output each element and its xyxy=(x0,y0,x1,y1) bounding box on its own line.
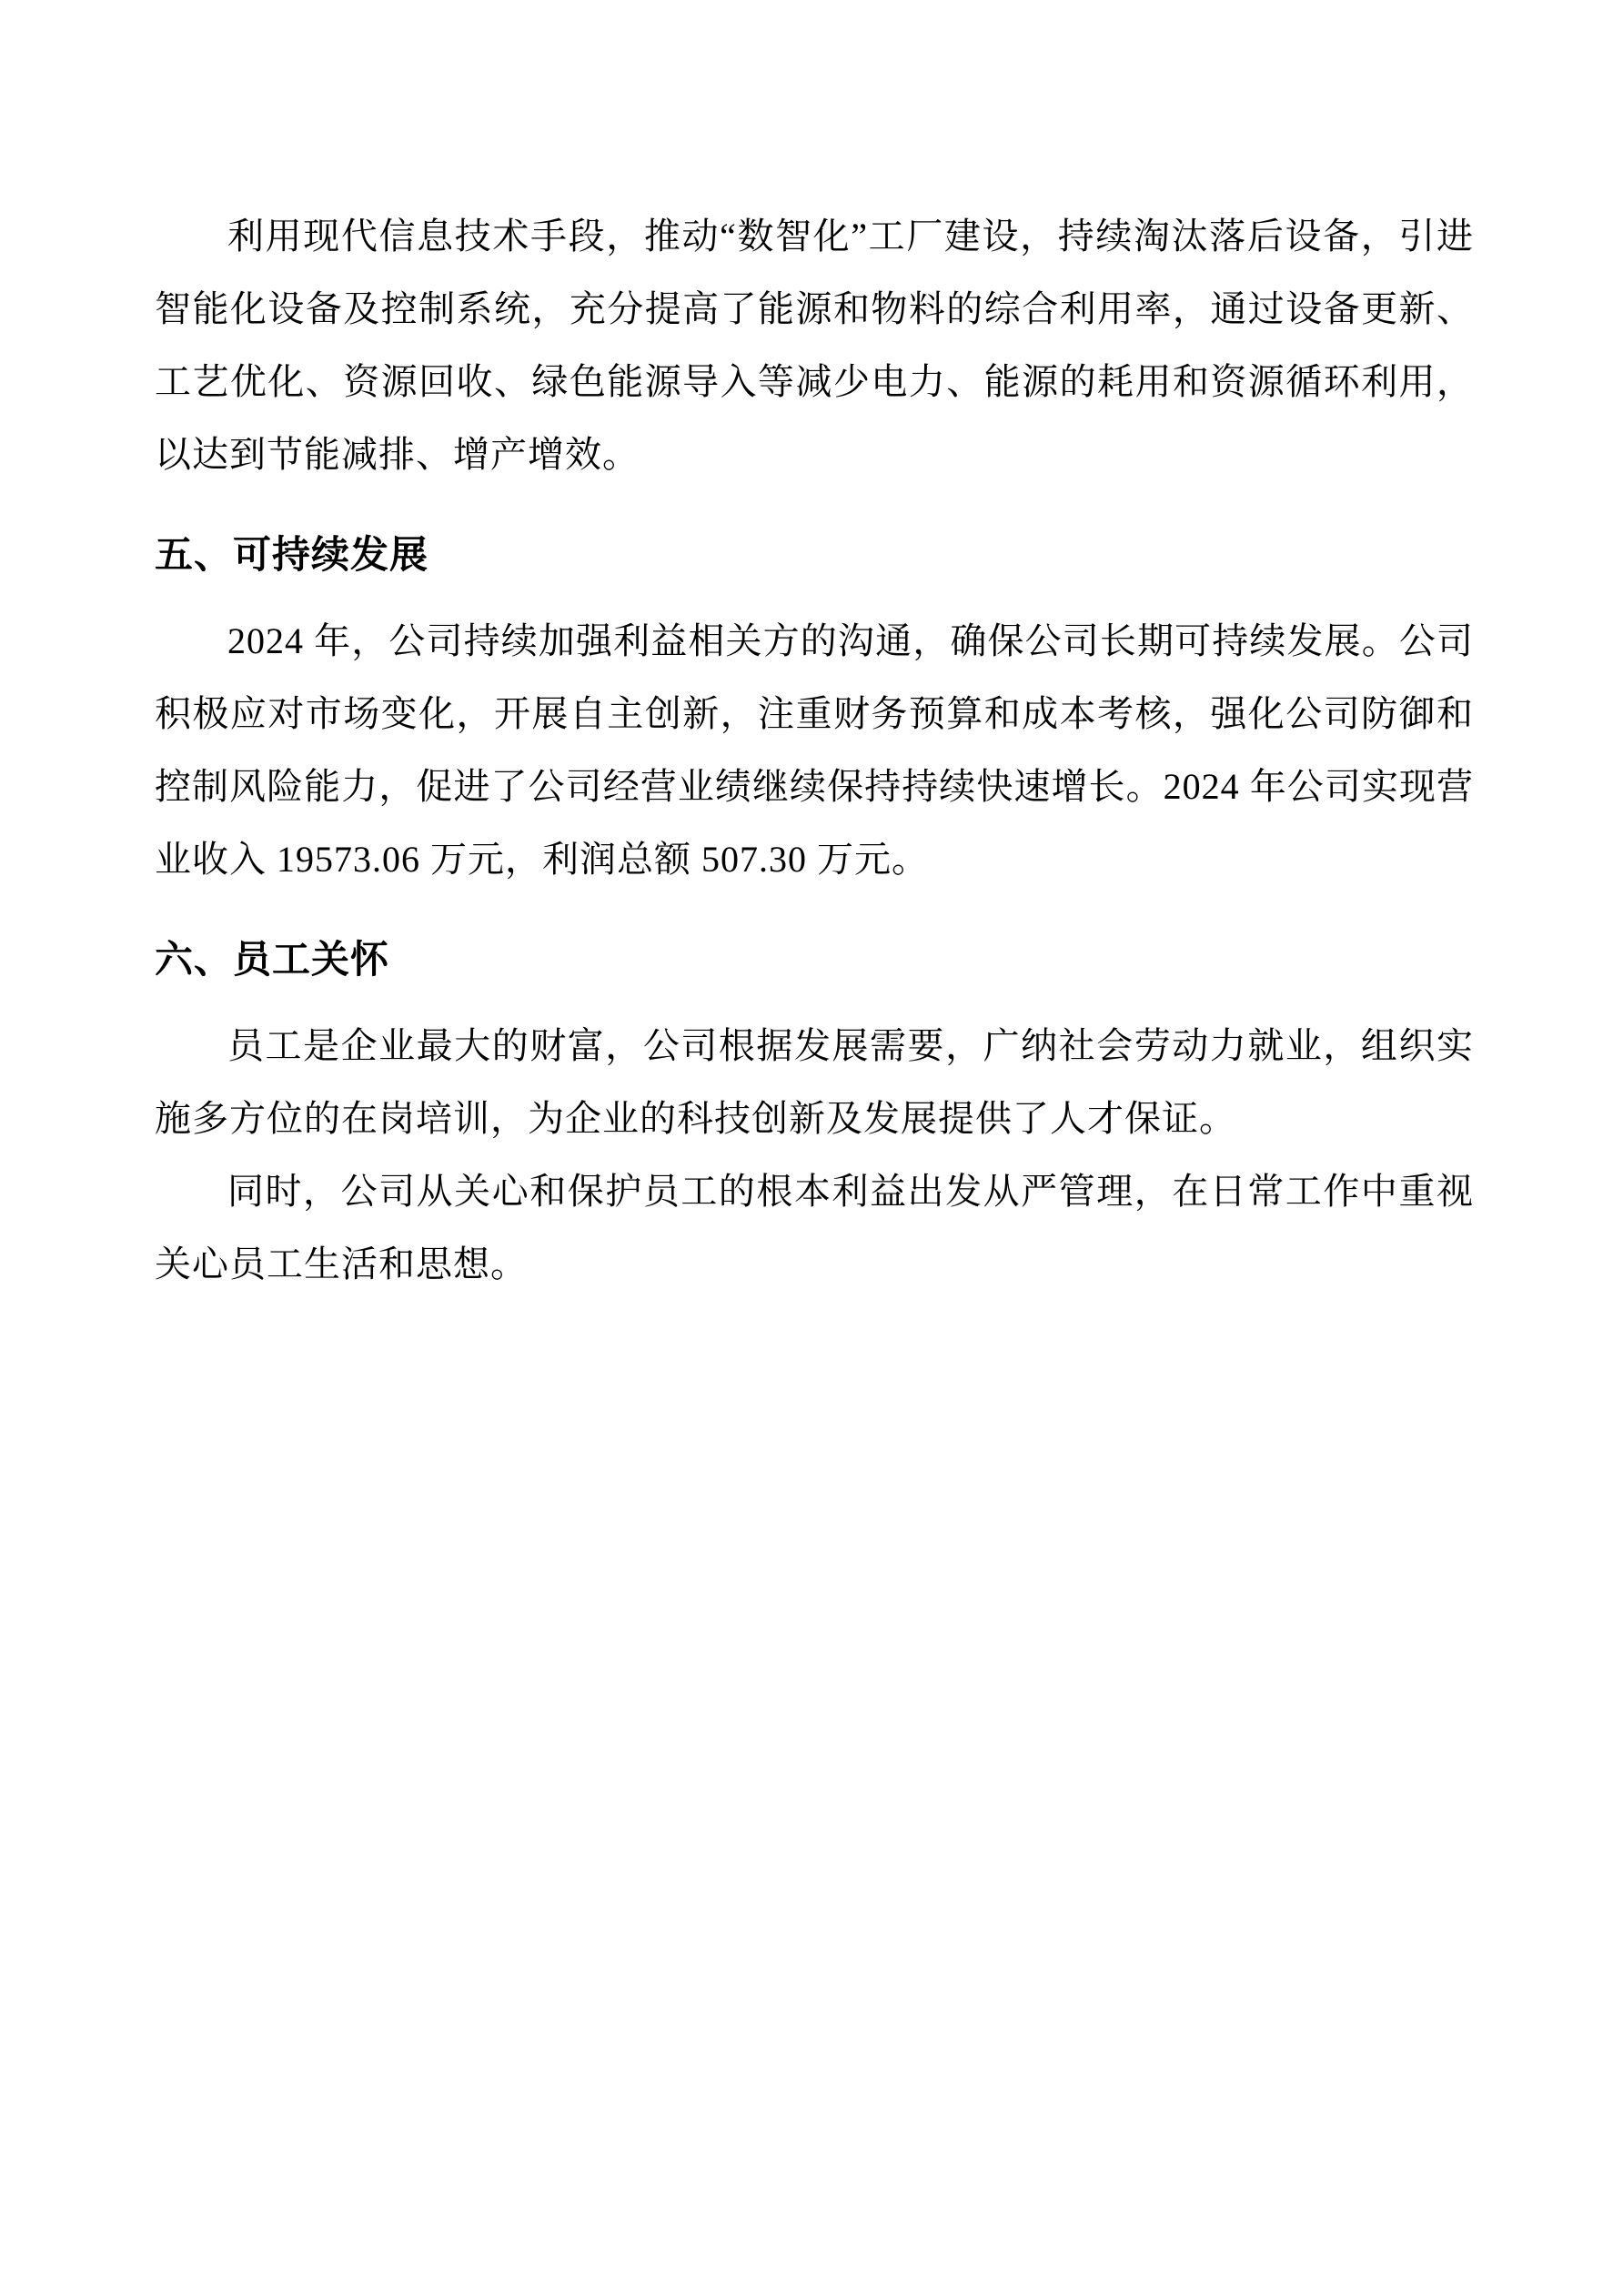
section-heading-employee-care: 六、员工关怀 xyxy=(155,938,390,981)
paragraph-employee-care-1: 员工是企业最大的财富，公司根据发展需要，广纳社会劳动力就业，组织实施多方位的在岗培训，为企业的科技创新及发展提供了人才保证。 xyxy=(155,1025,1474,1139)
paragraph-sustainable-development: 2024 年，公司持续加强利益相关方的沟通，确保公司长期可持续发展。公司积极应对市场变化，开展自主创新，注重财务预算和成本考核，强化公司防御和控制风险能力，促进了公司经营业绩继续保持持续快速增长。2024 年公司实现营业收入 19573.06 万元，利润总额 507.30 万元。 xyxy=(155,620,1474,880)
section-heading-sustainable-development: 五、可持续发展 xyxy=(155,533,429,576)
paragraph-employee-care-2: 同时，公司从关心和保护员工的根本利益出发从严管理，在日常工作中重视关心员工生活和思想。 xyxy=(155,1171,1474,1284)
paragraph-digital-factory: 利用现代信息技术手段，推动“数智化”工厂建设，持续淘汰落后设备，引进智能化设备及控制系统，充分提高了能源和物料的综合利用率，通过设备更新、工艺优化、资源回收、绿色能源导入等减少电力、能源的耗用和资源循环利用，以达到节能减排、增产增效。 xyxy=(155,216,1474,475)
